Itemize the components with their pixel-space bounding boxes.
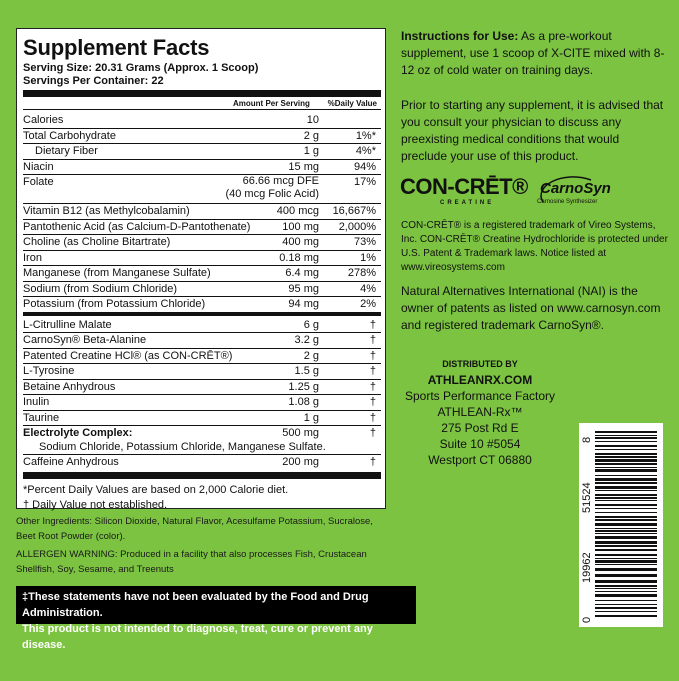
nutrient-dv: 2%: [360, 298, 376, 310]
nutrient-amount: 1 g: [303, 145, 319, 157]
disclaimer-line-2: This product is not intended to diagnose, treat, cure or prevent any disease.: [22, 623, 373, 651]
facts-row: [23, 235, 381, 251]
nutrient-dv: 94%: [353, 160, 376, 173]
ingredient-amount: 500 mg: [282, 427, 319, 439]
barcode-bars-icon: [579, 423, 663, 627]
divider-thick: [23, 90, 381, 97]
nutrient-dv: 4%*: [355, 145, 376, 157]
nutrient-dv: 278%: [347, 267, 376, 279]
nutrient-name: Total Carbohydrate: [23, 129, 116, 142]
ingredient-dv: †: [369, 380, 376, 393]
ingredient-name: Caffeine Anhydrous: [23, 456, 119, 468]
ingredient-dv: †: [369, 456, 376, 468]
ingredient-dv: †: [369, 427, 376, 439]
nutrient-name: Choline (as Choline Bitartrate): [23, 236, 171, 248]
ingredient-amount: 2 g: [303, 349, 319, 362]
nutrient-amount: 15 mg: [288, 160, 319, 173]
nutrient-amount: 10: [306, 114, 319, 126]
carnosyn-logo-sub: Carnosine Synthesizer: [537, 199, 598, 205]
nutrient-dv: 1%: [360, 251, 376, 264]
ingredient-name: Betaine Anhydrous: [23, 380, 116, 393]
nutrient-amount: 100 mg: [282, 220, 319, 233]
footnote-not-established: † Daily Value not established.: [23, 498, 168, 511]
folate-amount-folic: (40 mcg Folic Acid): [225, 188, 319, 200]
ingredient-amount: 3.2 g: [294, 334, 319, 346]
facts-row: [23, 266, 381, 282]
ingredient-name: Inulin: [23, 396, 50, 408]
supplement-facts-panel: [16, 28, 386, 509]
distributed-by-label: DISTRIBUTED BY: [442, 359, 518, 369]
physician-advice: Prior to starting any supplement, it is advised that you consult your physician to discuss any preexisting medical conditions that would preclude your use of this product.: [401, 98, 664, 163]
ingredient-dv: †: [369, 411, 376, 424]
facts-row: [23, 113, 381, 129]
distributor-site: ATHLEANRX.COM: [427, 373, 533, 387]
fda-disclaimer: [16, 586, 416, 651]
nutrient-amount: [225, 175, 319, 201]
ingredient-name: CarnoSyn® Beta-Alanine: [23, 334, 147, 346]
ingredient-dv: †: [369, 318, 376, 331]
concret-logo-sub: CREATINE: [440, 200, 495, 206]
facts-title: Supplement Facts: [23, 35, 210, 60]
ingredient-dv: †: [369, 334, 376, 346]
electrolyte-components: Sodium Chloride, Potassium Chloride, Manganese Sulfate.: [39, 441, 326, 453]
ingredient-name: Patented Creatine HCl® (as CON-CRĒT®): [23, 349, 233, 362]
barcode-digits-left: 19962: [581, 552, 593, 583]
ingredient-amount: 1.25 g: [288, 380, 319, 393]
footnote-daily-values: *Percent Daily Values are based on 2,000 Calorie diet.: [23, 483, 289, 496]
facts-header-row: [23, 97, 381, 110]
distributor-line: Suite 10 #5054: [439, 437, 521, 451]
distributor-line: ATHLEAN-Rx™: [437, 405, 523, 419]
disclaimer-line-1: ‡These statements have not been evaluated by the Food and Drug Administration.: [22, 591, 369, 619]
nutrient-name: Pantothenic Acid (as Calcium-D-Pantothenate): [23, 220, 251, 233]
ingredient-amount: 1 g: [303, 411, 319, 424]
allergen-warning: ALLERGEN WARNING: Produced in a facility that also processes Fish, Crustacean Shellfish, Soy, Sesame, and Treenuts: [16, 549, 367, 575]
facts-row: [23, 144, 381, 160]
barcode: [579, 423, 663, 627]
brand-logos: [400, 172, 670, 212]
ingredient-name: L-Tyrosine: [23, 365, 75, 377]
nutrient-amount: 400 mg: [282, 236, 319, 248]
facts-row-folate: [23, 175, 381, 204]
facts-row: [23, 455, 381, 470]
nutrient-dv: 16,667%: [332, 205, 376, 217]
nutrient-name: Dietary Fiber: [35, 145, 98, 157]
ingredient-amount: 200 mg: [282, 456, 319, 468]
facts-row: [23, 349, 381, 365]
barcode-digits-right: 51524: [581, 482, 593, 513]
ingredient-name: Electrolyte Complex:: [23, 427, 133, 439]
ingredient-name: Taurine: [23, 411, 60, 424]
facts-footnotes: [23, 483, 381, 513]
nutrient-name: Niacin: [23, 160, 54, 173]
facts-row: [23, 220, 381, 236]
carnosyn-logo: CarnoSyn: [540, 180, 611, 197]
ingredient-amount: 1.5 g: [294, 365, 319, 377]
nutrient-amount: 0.18 mg: [279, 251, 319, 264]
facts-row: [23, 364, 381, 380]
facts-row-electrolyte: [23, 426, 381, 455]
folate-amount-dfe: 66.66 mcg DFE: [242, 175, 319, 187]
nutrient-amount: 95 mg: [288, 282, 319, 295]
ingredient-name: L-Citrulline Malate: [23, 318, 112, 331]
nutrient-name: Calories: [23, 114, 64, 126]
facts-row: [23, 297, 381, 312]
instructions-label: Instructions for Use:: [401, 29, 519, 43]
nutrient-name: Vitamin B12 (as Methylcobalamin): [23, 205, 190, 217]
facts-row: [23, 411, 381, 427]
nutrient-name: Potassium (from Potassium Chloride): [23, 298, 206, 310]
nutrient-name: Iron: [23, 251, 42, 264]
nutrient-name: Folate: [23, 176, 54, 188]
divider-thick-bottom: [23, 472, 381, 479]
trademark-note: CON-CRĒT® is a registered trademark of Vireo Systems, Inc. CON-CRĒT® Creatine Hydrochloride is protected under U.S. Patent & Trademark laws. Notice listed at www.vireosystems.com: [401, 220, 668, 273]
ingredient-dv: †: [369, 349, 376, 362]
ingredient-dv: †: [369, 365, 376, 377]
facts-row: [23, 282, 381, 298]
facts-row: [23, 160, 381, 176]
facts-row: [23, 204, 381, 220]
facts-row: [23, 318, 381, 334]
facts-row: [23, 333, 381, 349]
nutrient-dv: 4%: [360, 282, 376, 295]
concret-logo: CON-CRĒT®: [400, 174, 528, 199]
other-ingredients: Other Ingredients: Silicon Dioxide, Natural Flavor, Acesulfame Potassium, Sucralose, Beet Root Powder (color).: [16, 516, 373, 542]
distributor-line: Sports Performance Factory: [404, 389, 556, 403]
distributor-line: 275 Post Rd E: [441, 421, 519, 435]
ingredient-amount: 6 g: [303, 318, 319, 331]
nutrient-amount: 6.4 mg: [285, 267, 319, 279]
ingredient-amount: 1.08 g: [288, 396, 319, 408]
nai-note: Natural Alternatives International (NAI) is the owner of patents as listed on www.carnosyn.com and registered trademark CarnoSyn®.: [401, 284, 661, 332]
nutrient-dv: 2,000%: [338, 220, 376, 233]
nutrient-amount: 94 mg: [288, 298, 319, 310]
instructions-text: As a pre-workout supplement, use 1 scoop of X-CITE mixed with 8-12 oz of cold water on training days.: [401, 29, 665, 77]
nutrient-dv: 17%: [353, 176, 376, 188]
nutrient-name: Sodium (from Sodium Chloride): [23, 282, 178, 295]
serving-size: Serving Size: 20.31 Grams (Approx. 1 Scoop): [23, 62, 259, 74]
distributor-block: [400, 356, 560, 468]
nutrient-name: Manganese (from Manganese Sulfate): [23, 267, 211, 279]
nutrient-amount: 2 g: [303, 129, 319, 142]
header-daily-value: %Daily Value: [327, 99, 377, 108]
instructions-block: [401, 28, 666, 165]
facts-row: [23, 251, 381, 267]
facts-row: [23, 380, 381, 396]
barcode-digit-last: 8: [581, 436, 593, 443]
nutrient-dv: 73%: [353, 236, 376, 248]
instructions: [401, 28, 666, 79]
facts-row: [23, 129, 381, 145]
servings-per-container: Servings Per Container: 22: [23, 75, 164, 87]
ingredient-dv: †: [369, 396, 376, 408]
distributor-line: Westport CT 06880: [428, 453, 532, 467]
nutrient-amount: 400 mcg: [276, 205, 319, 217]
header-amount: Amount Per Serving: [233, 99, 310, 108]
facts-row: [23, 395, 381, 411]
nutrient-dv: 1%*: [355, 129, 376, 142]
barcode-digit-first: 0: [581, 616, 593, 623]
